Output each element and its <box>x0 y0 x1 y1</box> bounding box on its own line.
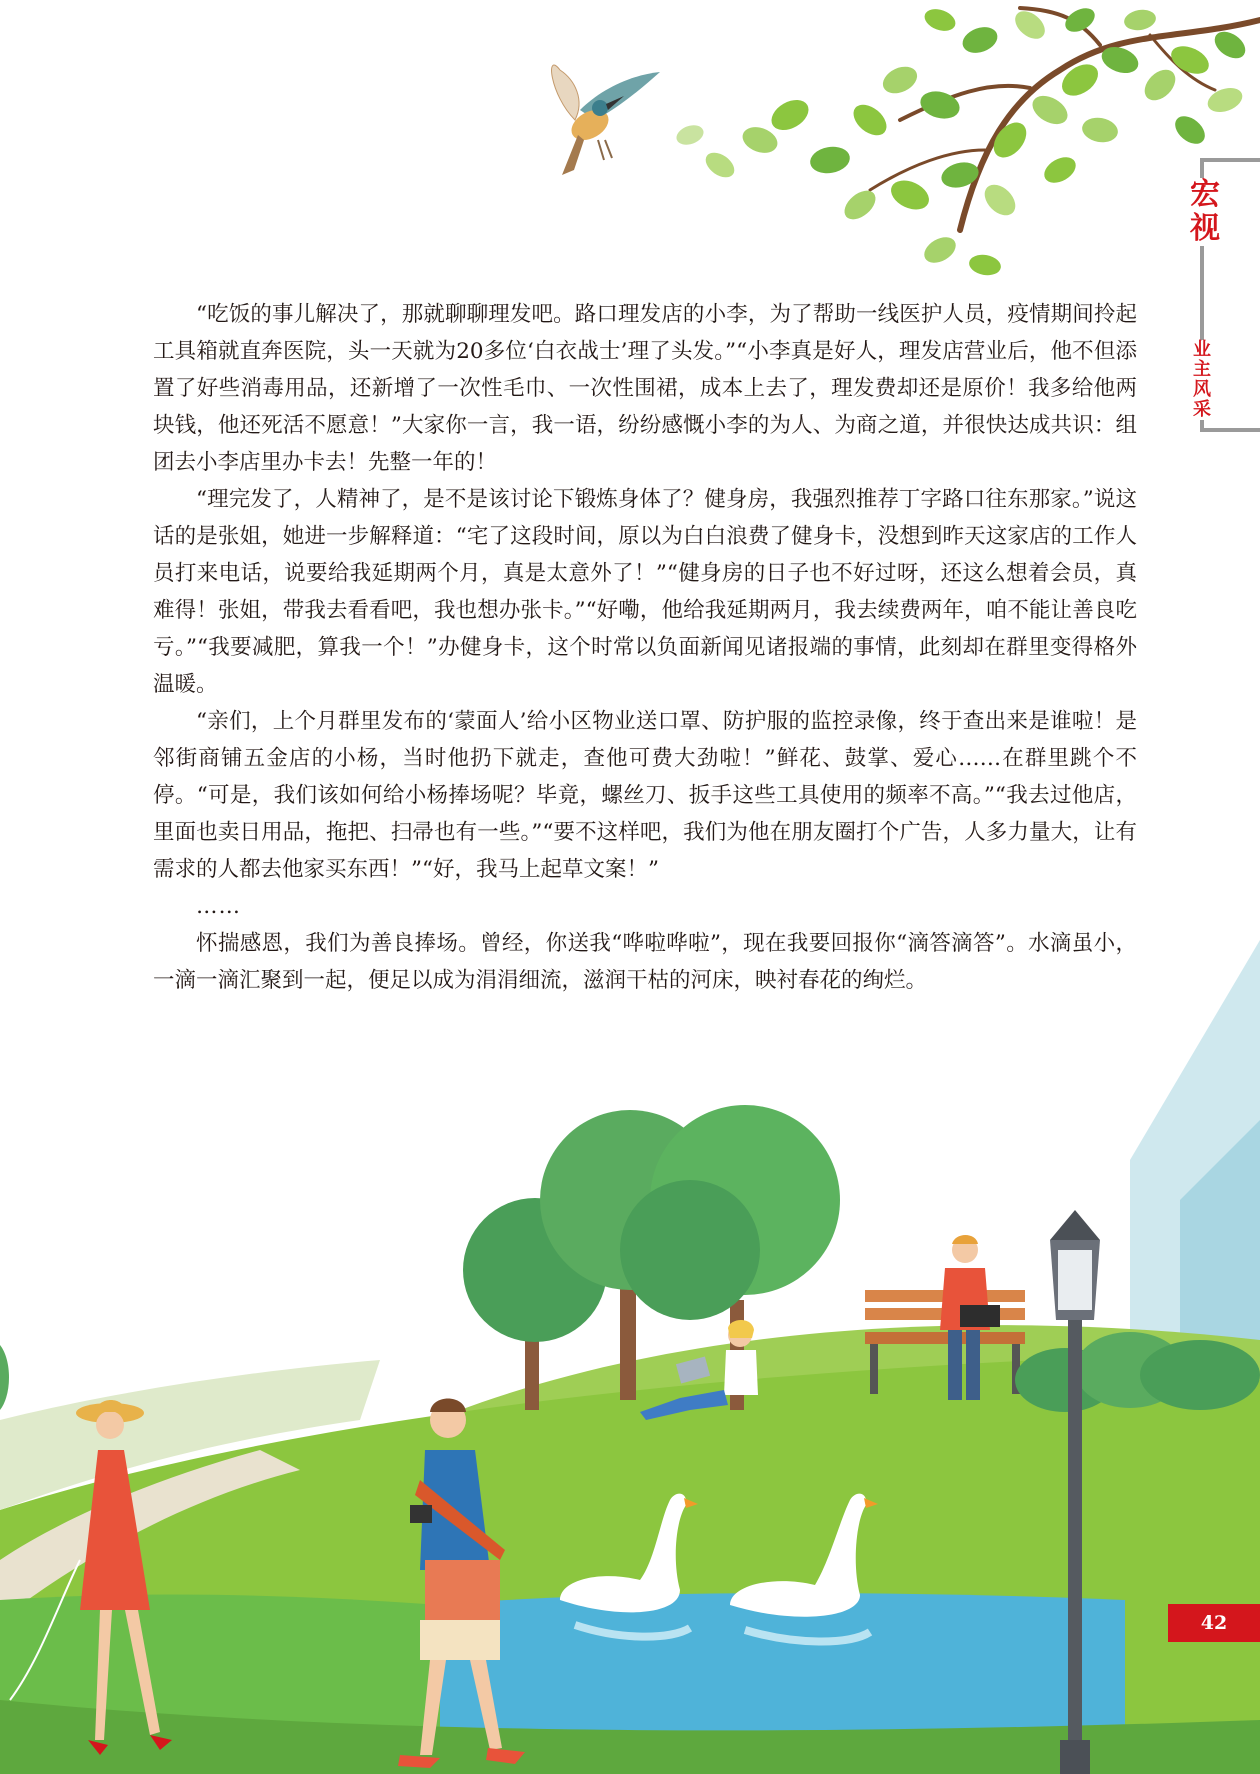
page-number: 42 <box>1168 1604 1260 1642</box>
article-paragraph: “吃饭的事儿解决了，那就聊聊理发吧。路口理发店的小李，为了帮助一线医护人员，疫情期间拎起工具箱就直奔医院，头一天就为20多位‘白衣战士’理了头发。”“小李真是好人，理发店营业后，他不但添置了好些消毒用品，还新增了一次性毛巾、一次性围裙，成本上去了，理发费却还是原价！我多给他两块钱，他还死活不愿意！”大家你一言，我一语，纷纷感慨小李的为人、为商之道，并很快达成共识：组团去小李店里办卡去！先整一年的！ <box>153 302 1137 475</box>
section-title: 宏视 <box>1190 177 1220 246</box>
article-paragraph: “理完发了，人精神了，是不是该讨论下锻炼身体了？健身房，我强烈推荐丁字路口往东那家。”说这话的是张姐，她进一步解释道：“宅了这段时间，原以为白白浪费了健身卡，没想到昨天这家店的工作人员打来电话，说要给我延期两个月，真是太意外了！”“健身房的日子也不好过呀，还这么想着会员，真难得！张姐，带我去看看吧，我也想办张卡。”“好嘞，他给我延期两月，我去续费两年，咱不能让善良吃亏。”“我要减肥，算我一个！”办健身卡，这个时常以负面新闻见诸报端的事情，此刻却在群里变得格外温暖。 <box>153 487 1137 697</box>
article-paragraph: “亲们，上个月群里发布的‘蒙面人’给小区物业送口罩、防护服的监控录像，终于查出来是谁啦！是邻街商铺五金店的小杨，当时他扔下就走，查他可费大劲啦！”鲜花、鼓掌、爱心……在群里跳个不停。“可是，我们该如何给小杨捧场呢？毕竟，螺丝刀、扳手这些工具使用的频率不高。”“我去过他店，里面也卖日用品，拖把、扫帚也有一些。”“要不这样吧，我们为他在朋友圈打个广告，人多力量大，让有需求的人都去他家买东西！”“好，我马上起草文案！” <box>153 709 1137 882</box>
article-ellipsis: …… <box>196 894 241 919</box>
edge-shape <box>0 1345 9 1410</box>
section-subtitle: 业主风采 <box>1193 339 1211 420</box>
article-paragraph: 怀揣感恩，我们为善良捧场。曾经，你送我“哗啦哗啦”，现在我要回报你“滴答滴答”。水滴虽小，一滴一滴汇聚到一起，便足以成为涓涓细流，滋润干枯的河床，映衬春花的绚烂。 <box>153 931 1137 993</box>
